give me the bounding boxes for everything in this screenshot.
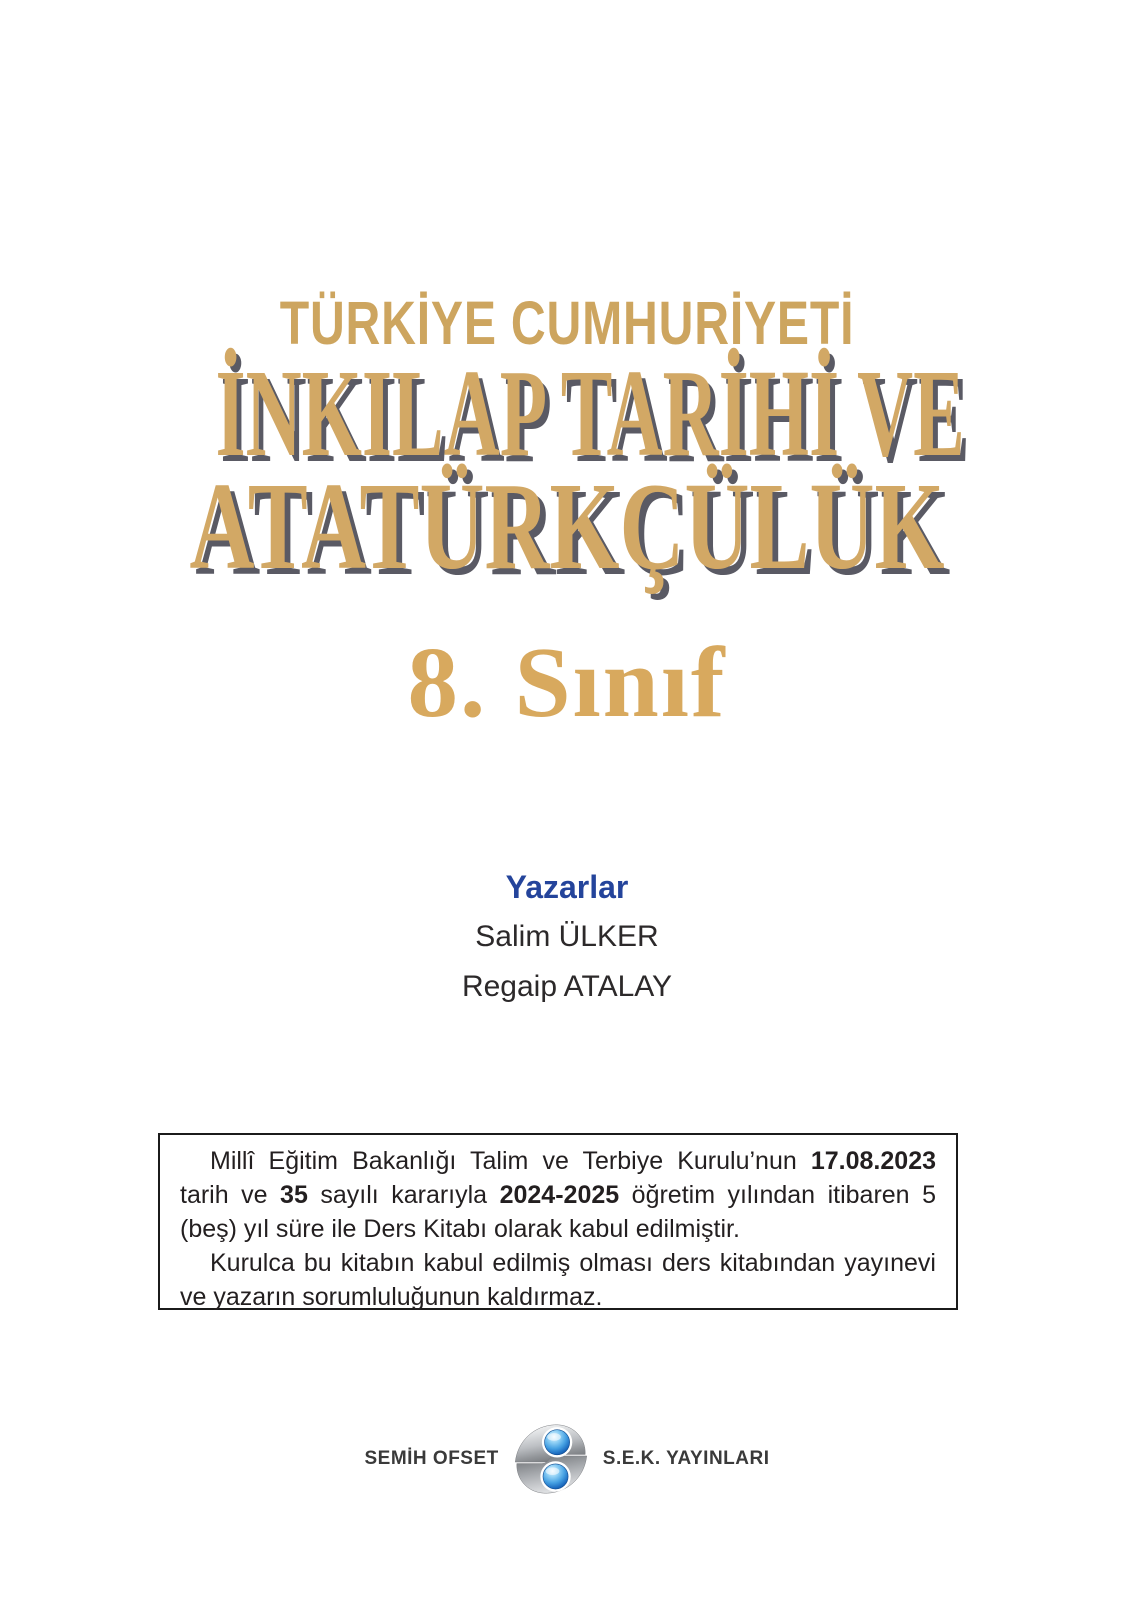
approval-box xyxy=(158,1133,958,1310)
approval-date: 17.08.2023 xyxy=(810,1147,936,1175)
approval-text: sayılı kararıyla xyxy=(307,1181,500,1209)
publisher-name: S.E.K. YAYINLARI xyxy=(602,1448,770,1469)
approval-number: 35 xyxy=(280,1181,308,1209)
grade-label: 8. Sınıf xyxy=(407,626,727,738)
approval-text: tarih ve xyxy=(180,1181,281,1209)
approval-school-year: 2024-2025 xyxy=(499,1181,620,1209)
approval-text: Millî Eğitim Bakanlığı Talim ve Terbiye Kurulu’nun xyxy=(210,1147,811,1175)
book-title-line1: İNKILAP TARİHİ VE xyxy=(215,345,965,483)
author-name: Salim ÜLKER xyxy=(475,920,659,953)
approval-text: öğretim yılından itibaren 5 (beş) yıl süre ile Ders Kitabı olarak kabul edilmiştir. xyxy=(180,1181,936,1243)
republic-kicker: TÜRKİYE CUMHURİYETİ xyxy=(279,289,855,357)
approval-paragraph-2: Kurulca bu kitabın kabul edilmiş olması ders kitabından yayınevi ve yazarın sorumluluğunun kaldırmaz. xyxy=(180,1249,936,1311)
sek-publisher-logo-icon xyxy=(513,1421,589,1497)
authors-heading: Yazarlar xyxy=(505,869,629,905)
book-title-line2: ATATÜRKÇÜLÜK xyxy=(189,458,945,596)
author-name: Regaip ATALAY xyxy=(461,970,673,1003)
publisher-footer xyxy=(0,1421,1134,1497)
approval-paragraph-1 xyxy=(180,1144,936,1246)
printer-name: SEMİH OFSET xyxy=(364,1448,499,1469)
